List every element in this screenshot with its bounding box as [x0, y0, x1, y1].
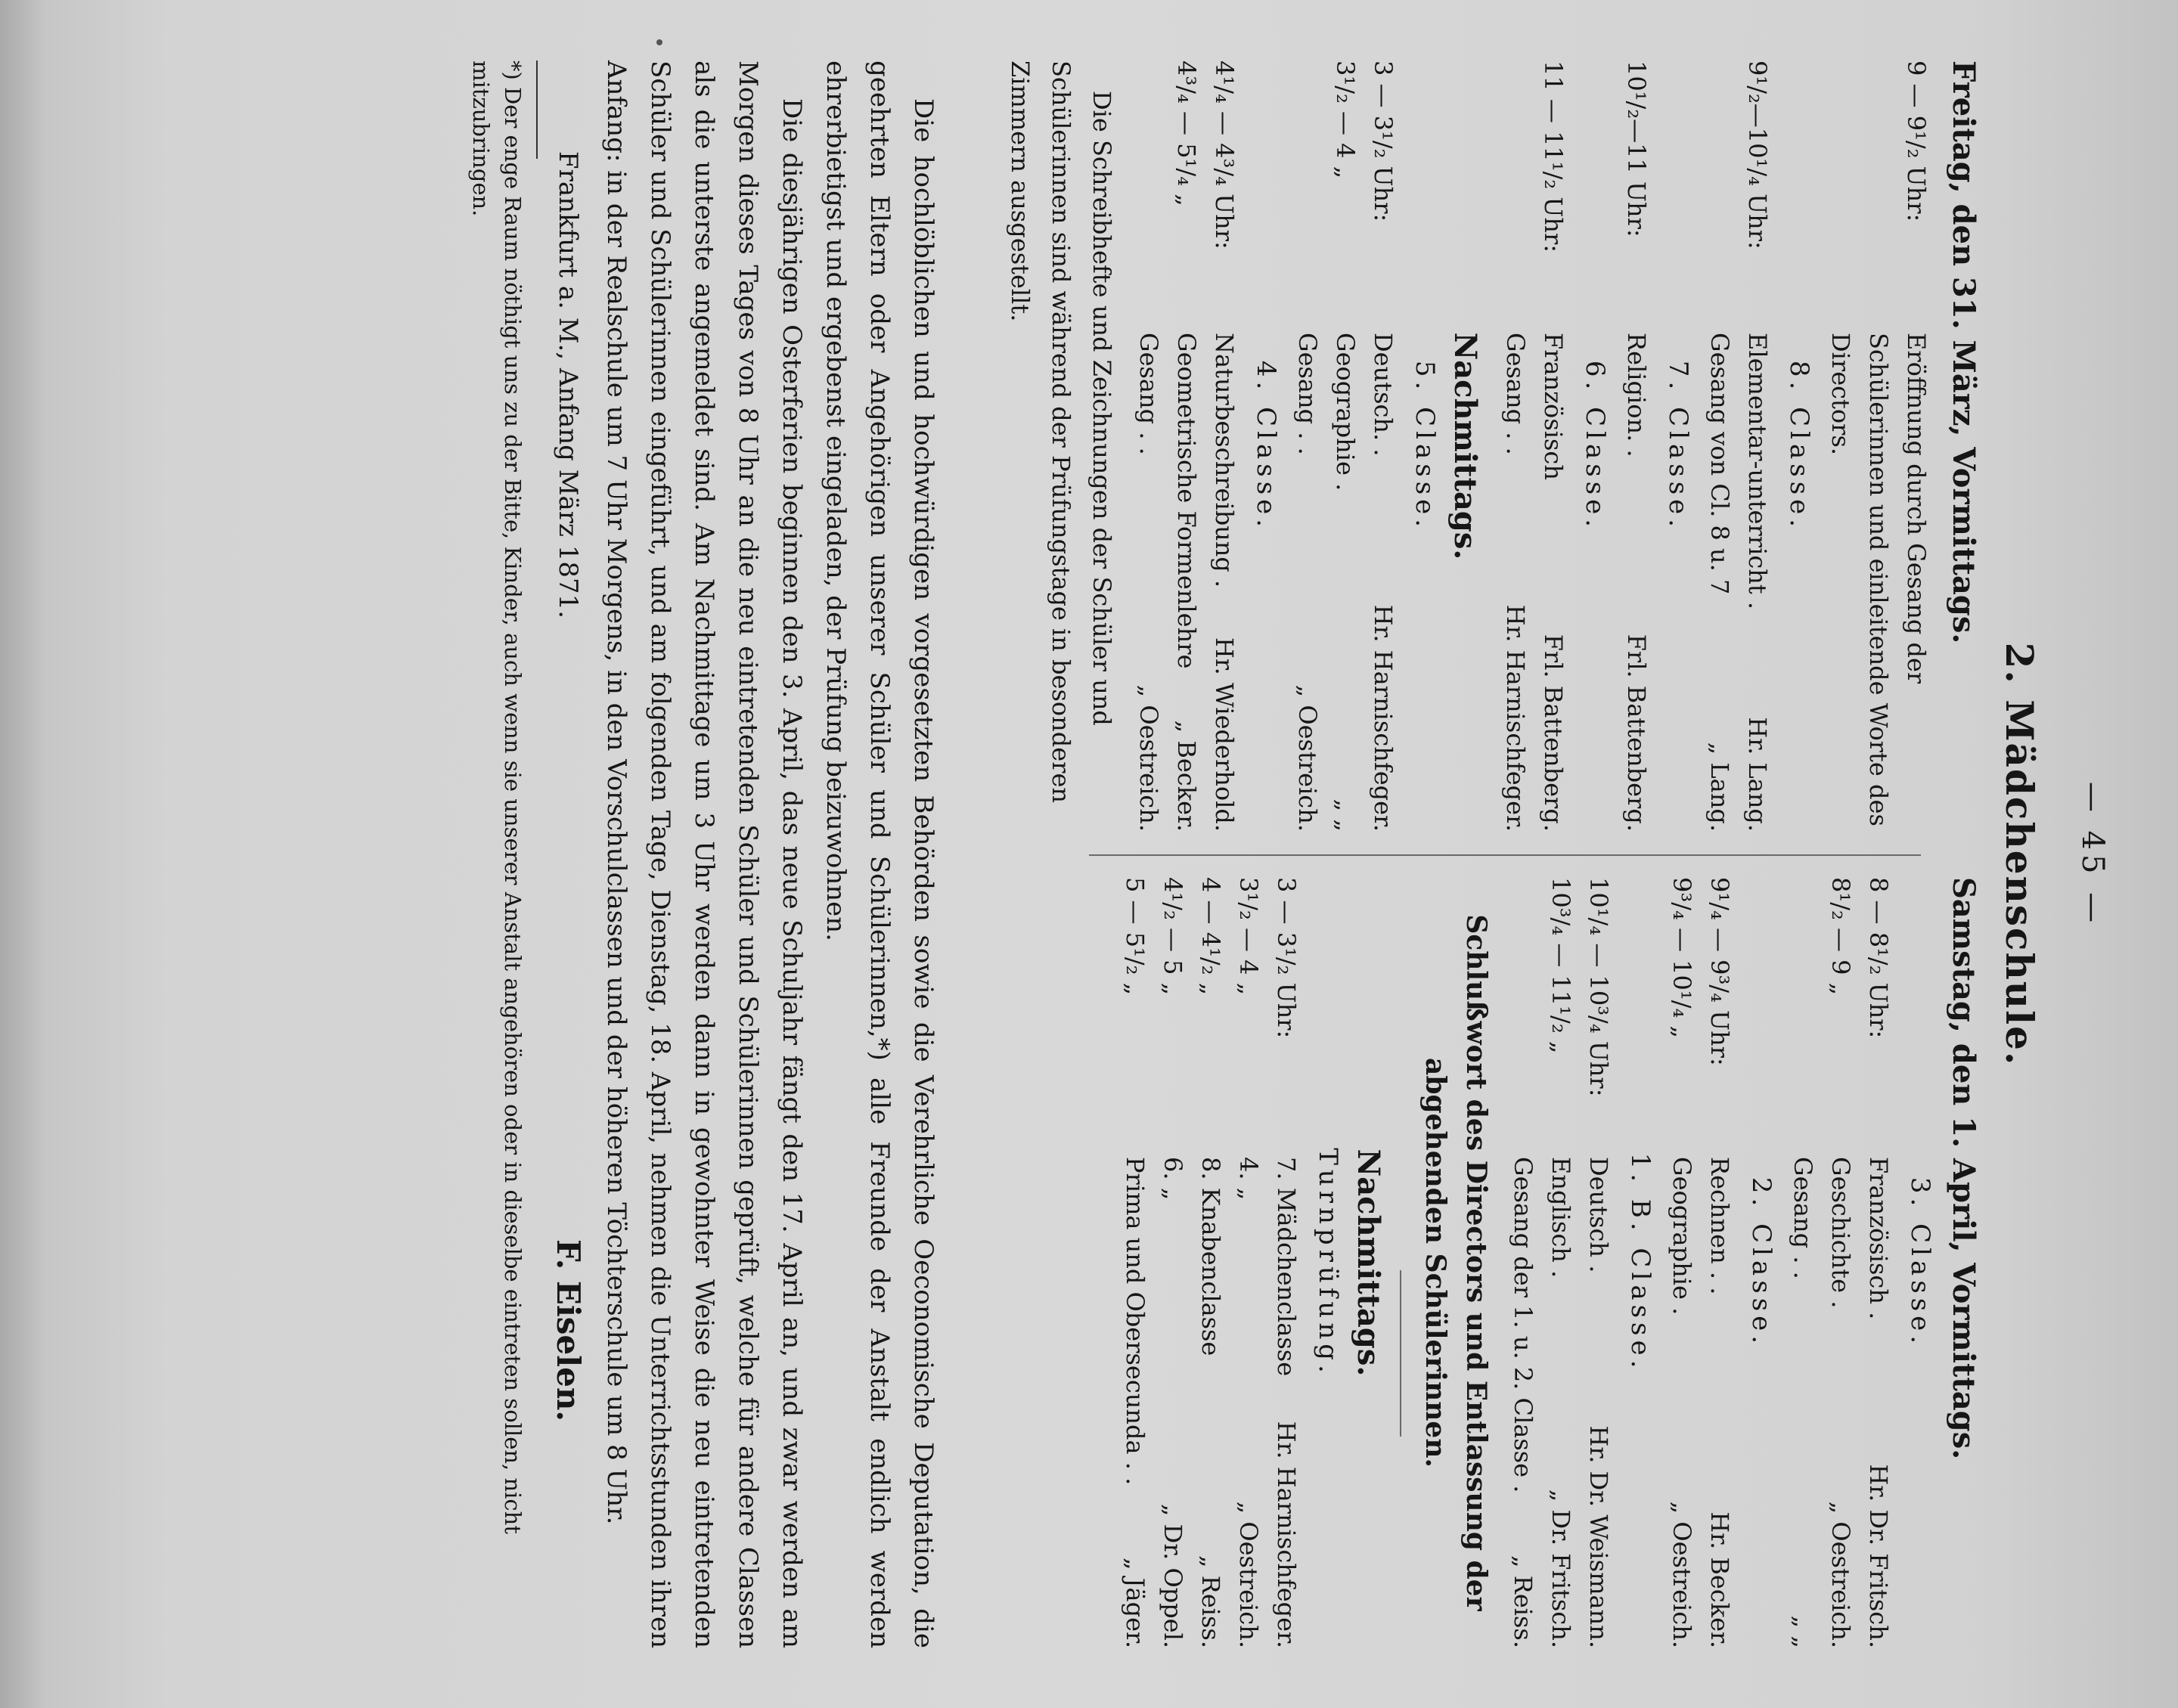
- schedule-time: [1497, 60, 1534, 333]
- schedule-row: [1534, 60, 1572, 832]
- schedule-row: [1663, 877, 1701, 1648]
- schedule-row: [1822, 877, 1860, 1648]
- page-title: 2. Mädchenschule.: [1997, 642, 2042, 1067]
- schedule-subject: Naturbeschreibung .: [1210, 333, 1239, 588]
- schedule-time: 10³/₄ — 11¹/₂ „: [1547, 877, 1575, 1054]
- schedule-subject: Prima und Obersecunda . .: [1121, 1157, 1150, 1486]
- schedule-teacher: „ Dr. Fritsch.: [1547, 1489, 1575, 1648]
- schedule-teacher: „ Reiss.: [1509, 1555, 1537, 1648]
- right-morning-schedule: [1504, 877, 1935, 1648]
- schedule-subject: 7. Mädchenclasse: [1272, 1157, 1301, 1377]
- schedule-row: [1326, 60, 1364, 832]
- schedule-teacher: Hr. Dr. Weismann.: [1584, 1425, 1613, 1648]
- schedule-teacher: Hr. Becker.: [1705, 1511, 1734, 1648]
- schedule-row: [1497, 60, 1534, 832]
- schedule-subject: Gesang . .: [1501, 333, 1530, 455]
- schedule-time: 10¹/₂—11 Uhr:: [1622, 60, 1651, 237]
- footnote: *) Der enge Raum nöthigt uns zu der Bitte, Kinder, auch wenn sie unserer Anstalt angehören oder in dieselbe eintreten sollen, nicht mitzubringen.: [468, 60, 526, 1535]
- schedule-time: 4¹/₂ — 5 „: [1159, 877, 1187, 996]
- schedule-subject: Gesang von Cl. 8 u. 7: [1705, 333, 1734, 595]
- schedule-time: 11 — 11¹/₂ Uhr:: [1539, 60, 1568, 253]
- schedule-subject: 4. „: [1234, 1157, 1263, 1201]
- schedule-time: 4 — 4¹/₂ „: [1196, 877, 1225, 996]
- invitation-paragraph: Die hochlöblichen und hochwürdigen vorgesetzten Behörden sowie die Verehrliche Oeconomische Deputation, die geehrten Eltern oder Angehörigen unserer Schüler und Schülerinnen,*) alle Freunde der Anstalt endlich werden ehrerbietigst und ergebenst eingeladen, der Prüfung beizuwohnen.: [821, 60, 939, 1648]
- schedule-teacher: „ Dr. Oppel.: [1159, 1503, 1187, 1648]
- class-heading: 8. Classe.: [1784, 360, 1814, 532]
- left-afternoon-schedule: [1130, 60, 1440, 832]
- schedule-row: [1739, 60, 1776, 832]
- schedule-time: 8 — 8¹/₂ Uhr:: [1864, 877, 1893, 1039]
- schedule-teacher: „ Becker.: [1172, 720, 1201, 832]
- class-heading: 2. Classe.: [1746, 1176, 1776, 1349]
- left-day-heading: Freitag, den 31. März, Vormittags.: [1946, 60, 1981, 644]
- schedule-teacher: Hr. Lang.: [1743, 717, 1772, 832]
- schedule-subject: Religion. .: [1622, 333, 1651, 457]
- schedule-time: 4¹/₄ — 4³/₄ Uhr:: [1210, 60, 1239, 250]
- schedule-subject: Eröffnung durch Gesang der Schülerinnen und einleitende Worte des Directors.: [1826, 333, 1931, 826]
- schedule-teacher: Hr. Dr. Fritsch.: [1864, 1464, 1893, 1648]
- signature: F. Eiselen.: [550, 1238, 587, 1421]
- schedule-teacher: „ Jäger.: [1121, 1557, 1150, 1648]
- schedule-row: [1154, 877, 1192, 1648]
- left-column: [1000, 60, 1981, 832]
- right-afternoon-schedule: [1116, 877, 1305, 1648]
- schedule-subject: Deutsch .: [1584, 1157, 1613, 1273]
- schedule-teacher: „ Oestreich.: [1134, 684, 1163, 832]
- schedule-row: [1542, 877, 1580, 1648]
- schedule-time: [1701, 60, 1739, 333]
- schedule-time: 8¹/₂ — 9 „: [1826, 877, 1855, 996]
- schedule-time: 3 — 3¹/₂ Uhr:: [1272, 877, 1301, 1039]
- closing-heading: Schlußwort des Directors und Entlassung der abgehenden Schülerinnen.: [1419, 914, 1492, 1611]
- place-date: Frankfurt a. M., Anfang März 1871.: [553, 151, 583, 619]
- schedule-time: 3 — 3¹/₂ Uhr:: [1369, 60, 1398, 222]
- schedule-subject: 6. „: [1159, 1157, 1187, 1201]
- schedule-teacher: Hr. Harnischfeger.: [1272, 1421, 1301, 1648]
- schedule-teacher: „ Lang.: [1705, 742, 1734, 832]
- schedule-time: [1784, 877, 1822, 1157]
- schedule-teacher: „ Oestreich.: [1826, 1501, 1855, 1648]
- left-afternoon-heading: Nachmittags.: [1447, 332, 1483, 560]
- class-heading: 6. Classe.: [1580, 360, 1610, 532]
- schedule-teacher: „ Oestreich.: [1668, 1501, 1696, 1648]
- exhibition-note: Die Schreibhefte und Zeichnungen der Schüler und Schülerinnen sind während der Prüfungstage in besonderen Zimmern ausgestellt.: [1006, 60, 1116, 804]
- schedule-subject: Rechnen . .: [1705, 1157, 1734, 1295]
- schedule-time: 9 — 9¹/₂ Uhr:: [1902, 60, 1931, 222]
- schedule-time: 3¹/₂ — 4 „: [1331, 60, 1360, 179]
- schedule-time: [1289, 60, 1326, 333]
- schedule-teacher: „ „: [1789, 1615, 1817, 1648]
- schedule-time: 4³/₄ — 5¹/₄ „: [1172, 60, 1201, 206]
- left-morning-schedule: [1497, 60, 1935, 832]
- right-column: [1116, 877, 1981, 1648]
- rotated-document-page: [106, 60, 2110, 1648]
- schedule-subject: Französisch .: [1864, 1157, 1893, 1320]
- schedule-subject: Deutsch. .: [1369, 333, 1398, 457]
- schedule-subject: Gesang . .: [1789, 1157, 1817, 1279]
- schedule-row: [1130, 60, 1168, 832]
- schedule-row: [1230, 877, 1267, 1648]
- schedule-subject: Gesang . .: [1293, 333, 1322, 455]
- schedule-time: 9³/₄ — 10¹/₄ „: [1668, 877, 1696, 1039]
- schedule-time: 3¹/₂ — 4 „: [1234, 877, 1263, 996]
- page-number: — 45 —: [2075, 781, 2110, 928]
- schedule-time: [1504, 877, 1542, 1157]
- ink-speck: [656, 39, 662, 45]
- column-divider: [1089, 854, 1921, 856]
- short-rule: [1400, 1270, 1401, 1437]
- turn-heading: Turnprüfung.: [1313, 1148, 1343, 1378]
- schedule-time: 9¹/₂—10¹/₄ Uhr:: [1743, 60, 1772, 250]
- right-afternoon-heading: Nachmittags.: [1351, 1148, 1386, 1377]
- right-day-heading: Samstag, den 1. April, Vormittags.: [1946, 877, 1981, 1460]
- schedule-row: [1701, 60, 1739, 832]
- schedule-teacher: Hr. Harnischfeger.: [1501, 604, 1530, 832]
- schedule-row: [1701, 877, 1739, 1648]
- schedule-teacher: Frl. Battenberg.: [1539, 634, 1568, 832]
- footnote-rule: [536, 60, 538, 159]
- schedule-row: [1364, 60, 1402, 832]
- schedule-time: [1130, 60, 1168, 333]
- schedule-time: 9¹/₄ — 9³/₄ Uhr:: [1705, 877, 1734, 1066]
- vacation-paragraph: Die diesjährigen Osterferien beginnen den 3. April, das neue Schuljahr fängt den 17. April an, und zwar werden am Morgen dieses Tages von 8 Uhr an die neu eintretenden Schüler und Schülerinnen geprüft, welche für andere Classen als die unterste angemeldet sind. Am Nachmittage um 3 Uhr werden dann in gewohnter Weise die neu eintretenden Schüler und Schülerinnen eingeführt, und am folgenden Tage, Dienstag, 18. April, nehmen die Unterrichtsstunden ihren Anfang: in der Realschule um 7 Uhr Morgens, in den Vorschulclassen und der höheren Töchterschule um 8 Uhr.: [601, 60, 807, 1648]
- schedule-subject: Elementar-unterricht .: [1743, 333, 1772, 610]
- class-heading: 7. Classe.: [1663, 360, 1693, 532]
- schedule-subject: Englisch .: [1547, 1157, 1575, 1279]
- schedule-teacher: Frl. Battenberg.: [1622, 634, 1651, 832]
- schedule-row: [1618, 60, 1655, 832]
- schedule-row: [1860, 877, 1897, 1648]
- class-heading: 4. Classe.: [1251, 360, 1281, 532]
- schedule-subject: Geographie .: [1668, 1157, 1696, 1316]
- schedule-teacher: „ Reiss.: [1196, 1555, 1225, 1648]
- schedule-teacher: „ „: [1331, 798, 1360, 832]
- schedule-teacher: „ Oestreich.: [1234, 1501, 1263, 1648]
- schedule-teacher: Hr. Wiederhold.: [1210, 637, 1239, 832]
- schedule-row: [1116, 877, 1154, 1648]
- schedule-subject: Geographie .: [1331, 333, 1360, 491]
- schedule-subject: Geometrische Formenlehre: [1172, 333, 1201, 669]
- schedule-row: [1192, 877, 1230, 1648]
- schedule-row: [1504, 877, 1542, 1648]
- schedule-row: [1168, 60, 1205, 832]
- schedule-subject: Geschichte .: [1826, 1157, 1855, 1309]
- schedule-teacher: „ Oestreich.: [1293, 684, 1322, 832]
- schedule-time: 5 — 5¹/₂ „: [1121, 877, 1150, 996]
- class-heading: 1. B. Classe.: [1625, 1152, 1655, 1373]
- bottom-section: [465, 60, 945, 1648]
- schedule-subject: Französisch: [1539, 333, 1568, 480]
- schedule-row: [1580, 877, 1618, 1648]
- schedule-row: [1289, 60, 1326, 832]
- schedule-row: [1267, 877, 1305, 1648]
- schedule-time: 10¹/₄ — 10³/₄ Uhr:: [1584, 877, 1613, 1097]
- schedule-subject: Gesang der 1. u. 2. Classe .: [1509, 1157, 1537, 1493]
- class-heading: 3. Classe.: [1905, 1176, 1935, 1349]
- schedule-subject: 8. Knabenclasse: [1196, 1157, 1225, 1356]
- class-heading: 5. Classe.: [1410, 360, 1440, 532]
- schedule-row: [1784, 877, 1822, 1648]
- schedule-subject: Gesang . .: [1134, 333, 1163, 455]
- schedule-row: [1822, 60, 1935, 832]
- schedule-teacher: Hr. Harnischfeger.: [1369, 604, 1398, 832]
- schedule-row: [1205, 60, 1243, 832]
